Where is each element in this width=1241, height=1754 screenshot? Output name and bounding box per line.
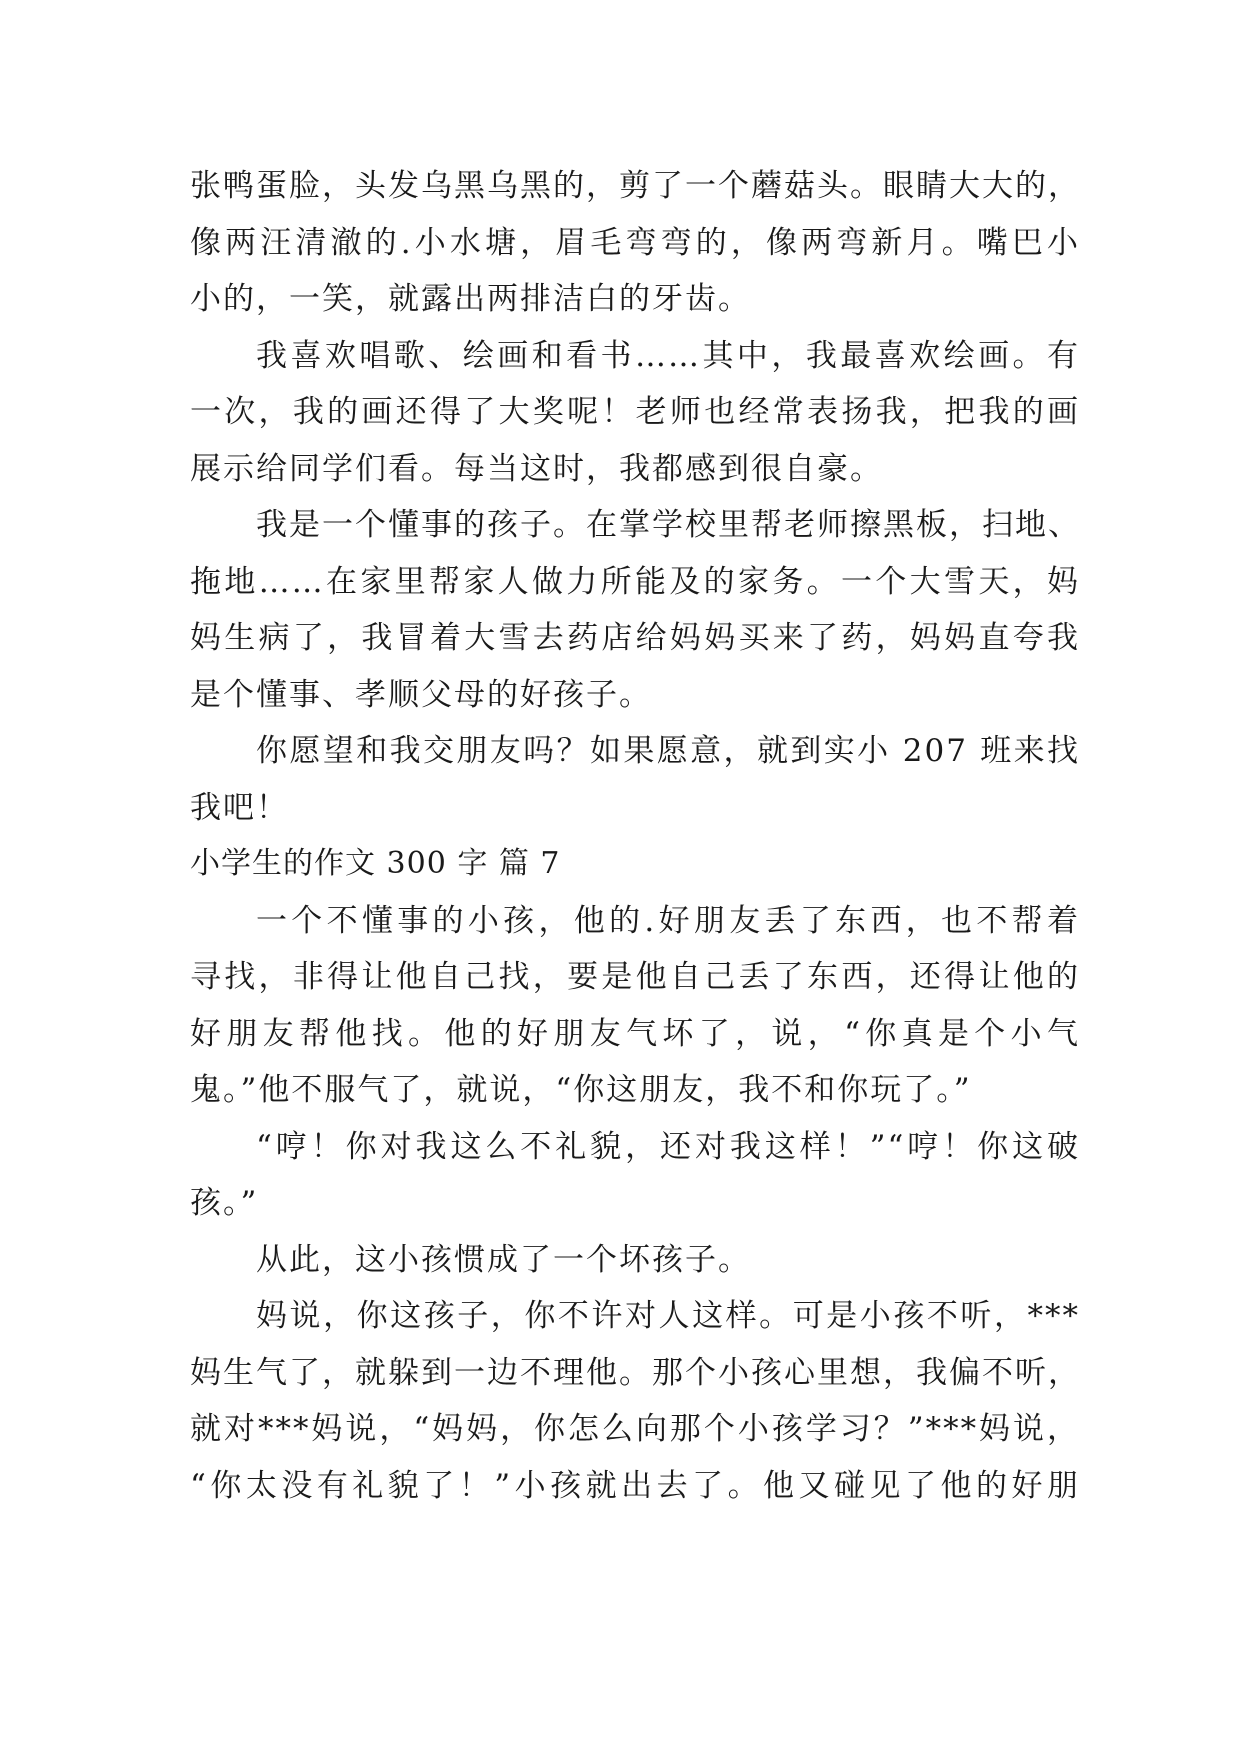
- text-line: 孩。”: [190, 1185, 259, 1221]
- text-line: 像两汪清澈的.小水塘，眉毛弯弯的，像两弯新月。嘴巴小: [190, 224, 1080, 261]
- paragraph-first-line: 我是一个懂事的孩子。在掌学校里帮老师擦黑板，扫地、: [256, 507, 1081, 543]
- section-heading: 小学生的作文 300 字 篇 7: [190, 846, 561, 881]
- text-line: 鬼。”他不服气了，就说，“你这朋友，我不和你玩了。”: [190, 1072, 972, 1108]
- article-body: [190, 158, 1080, 1514]
- text-line: 妈生病了，我冒着大雪去药店给妈妈买来了药，妈妈直夸我: [190, 620, 1080, 656]
- paragraph-first-line: 从此，这小孩惯成了一个坏孩子。: [256, 1241, 751, 1278]
- text-line: 张鸭蛋脸，头发乌黑乌黑的，剪了一个蘑菇头。眼睛大大的，: [190, 168, 1081, 204]
- text-line: 寻找，非得让他自己找，要是他自己丢了东西，还得让他的: [190, 959, 1080, 995]
- paragraph-first-line: 一个不懂事的小孩，他的.好朋友丢了东西，也不帮着: [256, 902, 1080, 939]
- paragraph-first-line: 你愿望和我交朋友吗？如果愿意，就到实小 207 班来找: [256, 733, 1080, 769]
- paragraph-first-line: 妈说，你这孩子，你不许对人这样。可是小孩不听，***: [256, 1298, 1080, 1334]
- text-line: 拖地……在家里帮家人做力所能及的家务。一个大雪天，妈: [190, 563, 1080, 600]
- text-line: 展示给同学们看。每当这时，我都感到很自豪。: [190, 450, 883, 487]
- text-line: “你太没有礼貌了！”小孩就出去了。他又碰见了他的好朋: [190, 1467, 1080, 1504]
- text-line: 是个懂事、孝顺父母的好孩子。: [190, 676, 652, 713]
- text-line: 我吧！: [190, 789, 289, 826]
- paragraph-first-line: 我喜欢唱歌、绘画和看书……其中，我最喜欢绘画。有: [256, 337, 1080, 374]
- text-line: 好朋友帮他找。他的好朋友气坏了，说，“你真是个小气: [190, 1015, 1080, 1052]
- text-line: 一次，我的画还得了大奖呢！老师也经常表扬我，把我的画: [190, 394, 1080, 430]
- paragraph-first-line: “哼！你对我这么不礼貌，还对我这样！”“哼！你这破: [256, 1128, 1080, 1165]
- text-line: 就对***妈说，“妈妈，你怎么向那个小孩学习？”***妈说，: [190, 1411, 1080, 1447]
- text-line: 妈生气了，就躲到一边不理他。那个小孩心里想，我偏不听，: [190, 1354, 1081, 1391]
- text-line: 小的，一笑，就露出两排洁白的牙齿。: [190, 281, 751, 317]
